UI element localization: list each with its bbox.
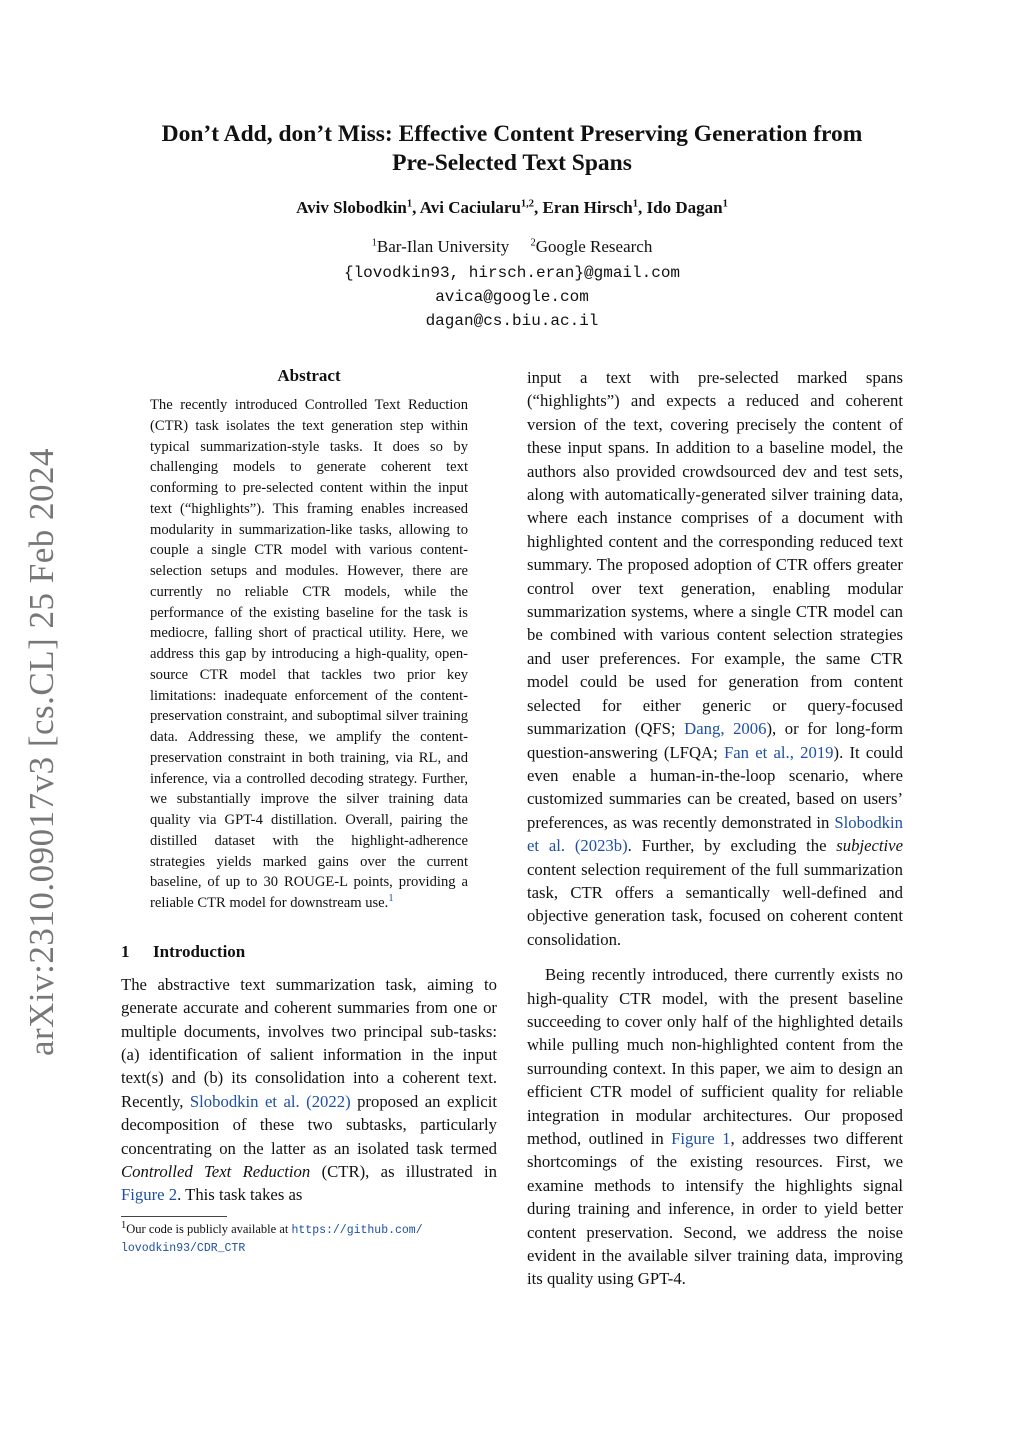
arxiv-id: arXiv:2310.09017v3 [cs.CL] 25 Feb 2024 — [22, 447, 62, 1057]
citation-link[interactable]: Dang, 2006 — [684, 719, 767, 739]
footnote-mark: 1 — [121, 1219, 127, 1231]
text-run: Being recently introduced, there currently exists no high-quality CTR model, with the present baseline succeeding to cover only half of the highlighted details while pulling much non-highlighted content from the surrounding context. In this paper, we aim to design an efficient CTR model of sufficient quality for reliable integration in modular architectures. Our proposed method, outlined in — [527, 965, 903, 1148]
text-run: ). It could even enable a human-in-the-loop scenario, where customized summaries can be created, based on users’ preferences, as was recently demonstrated in — [527, 742, 903, 832]
affiliation-name: Bar-Ilan University — [376, 237, 510, 256]
footnote-link[interactable]: 1 — [388, 893, 394, 905]
text-run: The abstractive text summarization task, aiming to generate accurate and coherent summaries from one or multiple documents, involves two principal sub-tasks: (a) identification of salient information in the input text(s) and (b) its consolidation into a coherent text. Recently, — [121, 974, 497, 1111]
author-list: Aviv Slobodkin$^1$, Avi Caciularu$^{1,2}$, Eran Hirsch$^1$, Ido Dagan$^1$ — [296, 198, 728, 217]
url-part: lovodkin93/CDR_CTR — [121, 1241, 246, 1255]
abstract-heading: Abstract — [277, 366, 341, 385]
title-line-2: Pre-Selected Text Spans — [392, 150, 632, 176]
intro-paragraph — [121, 973, 497, 1207]
paper-title — [110, 120, 914, 178]
text-run: proposed an explicit decomposition of these two subtasks, particularly concentrating on the latter as an isolated task termed — [121, 1091, 497, 1158]
text-run: . Further, by excluding the — [627, 836, 837, 856]
author-affiliation-mark: 1 — [406, 198, 413, 210]
section-title: Introduction — [153, 941, 246, 961]
email-list — [110, 261, 914, 333]
citation-link[interactable]: Slobodkin et al. (2023b) — [527, 812, 903, 856]
affiliations — [110, 237, 914, 257]
footnote — [121, 1221, 497, 1257]
intro-paragraph — [527, 963, 903, 1291]
text-run: ), or for long-form question-answering (LFQA; — [527, 719, 903, 762]
email-line: dagan@cs.biu.ac.il — [425, 312, 599, 330]
text-run: (CTR), as illustrated in — [310, 1162, 497, 1181]
title-line-1: Don’t Add, don’t Miss: Effective Content Preserving Generation from — [161, 121, 863, 147]
author-name: Aviv Slobodkin — [296, 198, 407, 217]
affiliation-number: 2 — [530, 237, 536, 249]
text-run: , addresses two different shortcomings of the existing resources. First, we examine methods to intensify the highlights signal during training and inference, in order to yield better content preservation. Second, we address the noise evident in the available silver training data, improving its quality using GPT-4. — [527, 1129, 903, 1289]
figure-link[interactable]: Figure 2 — [121, 1185, 178, 1205]
section-heading — [121, 942, 497, 962]
text-run: . This task takes as — [177, 1185, 303, 1205]
emphasis-term: Controlled Text Reduction — [121, 1162, 311, 1181]
citation-link[interactable]: Slobodkin et al. (2022) — [189, 1091, 351, 1111]
left-column — [121, 366, 497, 1257]
email-line: avica@google.com — [435, 288, 589, 306]
email-line: {lovodkin93, hirsch.eran}@gmail.com — [343, 264, 681, 282]
citation-link[interactable]: Fan et al., 2019 — [723, 742, 834, 762]
author-affiliation-mark: 1 — [632, 198, 638, 210]
footnote-divider — [121, 1216, 227, 1217]
arxiv-stamp — [14, 447, 70, 1057]
footnote-text: Our code is publicly available at — [126, 1221, 292, 1236]
author-affiliation-mark: 1,2 — [520, 198, 535, 210]
text-run: content selection requirement of the full summarization task, CTR offers a semantically well-defined and objective generation task, focused on coherent content consolidation. — [527, 859, 903, 949]
paper-header — [110, 120, 914, 333]
author-name: Eran Hirsch — [542, 198, 633, 217]
emphasis-term: subjective — [836, 836, 903, 856]
url-part: https://github.com/ — [291, 1223, 423, 1237]
section-number: 1 — [121, 941, 130, 961]
abstract-paragraph: The recently introduced Controlled Text Reduction (CTR) task isolates the text generation step within typical summarization-style tasks. It does so by challenging models to generate coherent text conforming to pre-selected content within the input text (“highlights”). This framing enables increased modularity in summarization-like tasks, allowing to couple a single CTR model with various content-selection setups and modules. However, there are currently no reliable CTR models, while the performance of the existing baseline for the task is mediocre, falling short of practical utility. Here, we address this gap by introducing a high-quality, open-source CTR model that tackles two prior key limitations: inadequate enforcement of the content-preservation constraint, and suboptimal silver training data. Addressing these, we amplify the content-preservation constraint in both training, via RL, and inference, via a controlled decoding strategy. Further, we substantially improve the silver training data quality via GPT-4 distillation. Overall, pairing the distilled dataset with the highlight-adherence strategies yields marked gains over the current baseline, of up to 30 ROUGE-L points, providing a reliable CTR model for downstream use. — [150, 397, 468, 911]
affiliation-name: Google Research — [535, 237, 653, 256]
abstract-text — [150, 395, 468, 914]
author-name: Avi Caciularu — [419, 198, 521, 217]
figure-link[interactable]: Figure 1 — [671, 1129, 731, 1148]
author-name: Ido Dagan — [646, 198, 723, 217]
right-column — [527, 366, 903, 1291]
intro-paragraph — [527, 366, 903, 951]
author-affiliation-mark: 1 — [722, 198, 728, 210]
affiliation-number: 1 — [371, 237, 377, 249]
text-run: input a text with pre-selected marked spans (“highlights”) and expects a reduced and coherent version of the text, covering precisely the content of these input spans. In addition to a baseline model, the authors also provided crowdsourced dev and test sets, along with automatically-generated silver training data, where each instance comprises of a document with highlighted content and the corresponding reduced text summary. The proposed adoption of CTR offers greater control over text generation, enabling modular summarization systems, where a single CTR model can be combined with various content selection strategies and user preferences. For example, the same CTR model could be used for generation from content selected for either generic or query-focused summarization (QFS; — [527, 368, 903, 739]
